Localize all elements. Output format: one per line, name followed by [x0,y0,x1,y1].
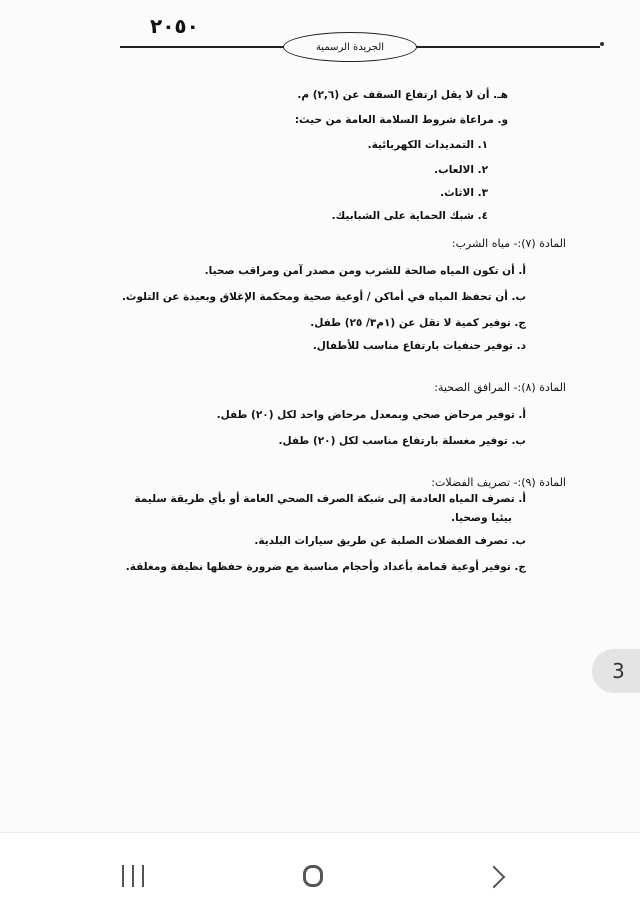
sub-item-4: ٤. شبك الحماية على الشبابيك. [331,210,488,222]
header-dot [600,42,604,46]
article-7-a: أ. أن تكون المياه صالحة للشرب ومن مصدر آمن ومراقب صحيا. [204,265,526,277]
back-icon[interactable] [474,855,518,899]
article-9-a: أ. تصرف المياه العادمة إلى شبكة الصرف الصحي العامة أو بأي طريقة سليمة [134,493,526,505]
sub-item-2: ٢. الالعاب. [434,164,488,176]
clause-h: هـ. أن لا يقل ارتفاع السقف عن (٢,٦) م. [297,89,508,101]
sub-item-3: ٣. الاثاث. [440,187,488,199]
article-7-b: ب. أن تحفظ المياه في أماكن / أوعية صحية ومحكمة الإغلاق وبعيدة عن التلوث. [121,291,526,303]
article-8-b: ب. توفير مغسلة بارتفاع مناسب لكل (٢٠) طفل. [278,435,526,447]
page-indicator-number: 3 [612,659,625,683]
clause-w: و. مراعاة شروط السلامة العامة من حيث: [294,114,508,126]
recent-apps-icon[interactable] [112,855,156,899]
article-9-c: ج. توفير أوعية قمامة بأعداد وأحجام مناسبة مع ضرورة حفظها نظيفة ومغلقة. [125,561,526,573]
article-7-c: ج. توفير كمية لا تقل عن (١م٣/ ٢٥) طفل. [310,317,526,329]
article-7-d: د. توفير حنفيات بارتفاع مناسب للأطفال. [312,340,526,352]
system-nav-bar [0,832,640,919]
page-indicator [592,649,640,693]
article-8-a: أ. توفير مرحاض صحي وبمعدل مرحاض واحد لكل (٢٠) طفل. [216,409,526,421]
home-icon[interactable] [293,855,337,899]
article-7-heading: المادة (٧):- مياه الشرب: [451,237,566,250]
article-9-b: ب. تصرف الفضلات الصلبة عن طريق سيارات البلدية. [254,535,526,547]
article-9-a-cont: بيئيا وصحيا. [451,512,512,524]
article-8-heading: المادة (٨):- المرافق الصحية: [434,381,566,394]
gazette-title: الجريدة الرسمية [283,32,417,62]
sub-item-1: ١. التمديدات الكهربائية. [367,139,488,151]
article-9-heading: المادة (٩):- تصريف الفضلات: [431,476,566,489]
page-number: ٢٠٥٠ [150,14,199,38]
